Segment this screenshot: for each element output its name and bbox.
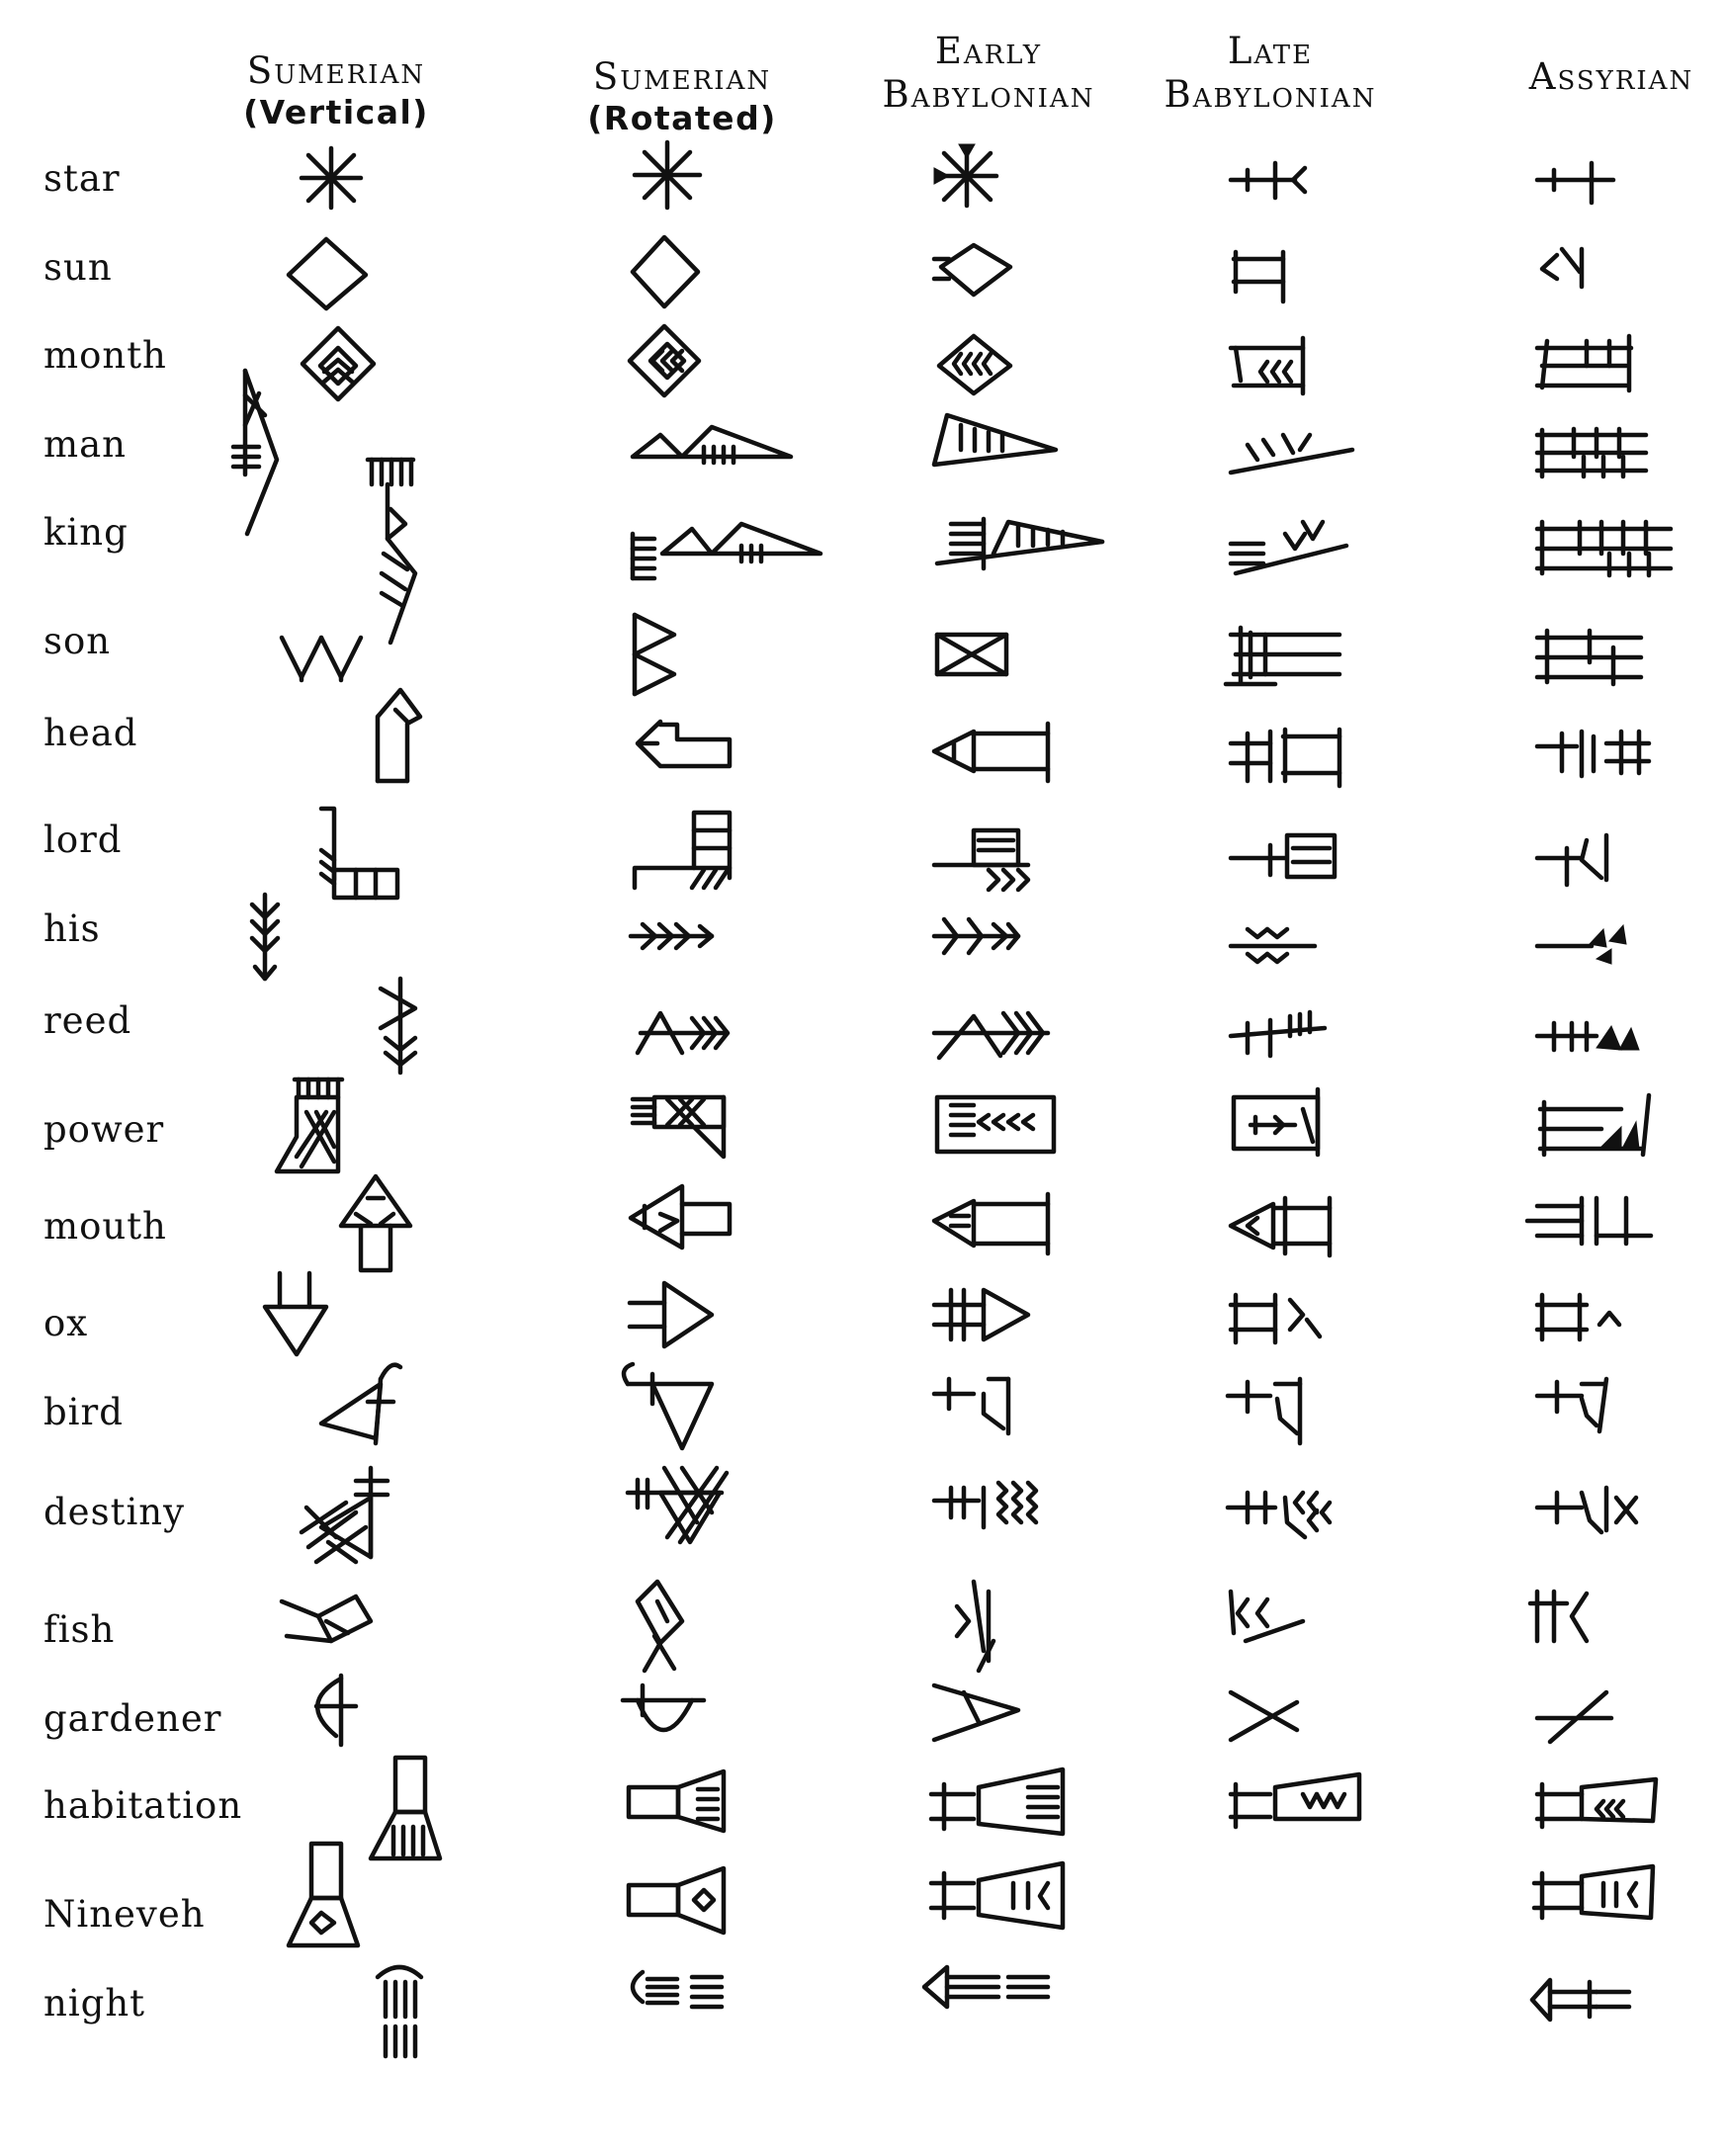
sign-son-sumerian-rotated: [635, 615, 674, 694]
sign-star-sumerian-vertical: [302, 148, 361, 208]
sign-reed-late-babylonian: [1231, 1012, 1325, 1056]
row-label-mouth: mouth: [43, 1205, 167, 1248]
sign-mouth-assyrian: [1527, 1198, 1651, 1244]
sign-habitation-early-babylonian: [931, 1769, 1063, 1834]
sign-month-sumerian-vertical: [302, 328, 374, 399]
sign-reed-early-babylonian: [934, 1013, 1048, 1058]
row-label-night: night: [43, 1982, 146, 2025]
sign-gardener-assyrian: [1537, 1692, 1611, 1742]
sign-star-late-babylonian: [1231, 163, 1305, 198]
sign-sun-late-babylonian: [1234, 252, 1283, 302]
column-subtitle: Babylonian: [882, 73, 1095, 117]
sign-head-sumerian-vertical: [378, 690, 420, 781]
column-title: Assyrian: [1528, 55, 1694, 98]
sign-reed-assyrian: [1537, 1023, 1597, 1050]
column-title: Early: [934, 30, 1043, 72]
sign-sun-assyrian: [1542, 249, 1582, 287]
row-label-his: his: [43, 907, 101, 950]
sign-his-late-babylonian: [1231, 929, 1315, 962]
sign-lord-sumerian-vertical: [321, 809, 397, 898]
sign-habitation-assyrian: [1537, 1779, 1656, 1827]
sign-king-assyrian: [1537, 522, 1671, 575]
sign-his-assyrian-wedges: [1590, 925, 1626, 964]
row-label-lord: lord: [43, 819, 123, 861]
row-label-man: man: [43, 423, 127, 466]
sign-gardener-late-babylonian: [1231, 1692, 1297, 1740]
row-label-reed: reed: [43, 999, 132, 1042]
sign-nineveh-sumerian-vertical: [289, 1844, 358, 1945]
column-title: Late: [1227, 30, 1314, 72]
row-label-habitation: habitation: [43, 1784, 243, 1827]
sign-destiny-sumerian-rotated: [628, 1468, 727, 1542]
sign-reed-sumerian-vertical: [381, 979, 415, 1073]
sign-fish-late-babylonian: [1231, 1592, 1303, 1641]
row-label-sun: sun: [43, 246, 113, 289]
sign-nineveh-early-babylonian: [931, 1863, 1063, 1928]
sign-ox-assyrian: [1537, 1295, 1619, 1339]
sign-fish-assyrian: [1530, 1592, 1587, 1641]
sign-head-late-babylonian: [1231, 730, 1339, 786]
row-label-nineveh: Nineveh: [43, 1893, 206, 1936]
row-label-power: power: [43, 1108, 165, 1151]
sign-destiny-late-babylonian: [1228, 1493, 1330, 1537]
sign-lord-early-babylonian: [934, 830, 1028, 890]
sign-month-assyrian: [1537, 336, 1631, 390]
row-label-star: star: [43, 157, 121, 200]
sign-nineveh-assyrian: [1534, 1866, 1653, 1918]
sign-star-sumerian-rotated: [635, 142, 700, 208]
sign-man-sumerian-vertical: [233, 371, 277, 534]
row-label-month: month: [43, 334, 167, 377]
sign-ox-sumerian-vertical: [265, 1273, 326, 1354]
sign-power-sumerian-rotated: [633, 1097, 724, 1157]
row-label-head: head: [43, 712, 138, 754]
sign-power-late-babylonian: [1234, 1089, 1318, 1155]
sign-king-sumerian-rotated: [633, 524, 820, 578]
sign-man-sumerian-rotated: [633, 427, 791, 463]
sign-ox-late-babylonian: [1231, 1295, 1320, 1342]
sign-man-assyrian: [1537, 429, 1646, 476]
row-label-ox: ox: [43, 1302, 89, 1344]
column-subtitle: (Rotated): [587, 99, 777, 138]
row-label-son: son: [43, 620, 112, 662]
sign-bird-late-babylonian: [1228, 1379, 1300, 1443]
sign-ox-sumerian-rotated: [630, 1283, 712, 1346]
sign-lord-sumerian-rotated: [635, 813, 730, 888]
sign-power-sumerian-vertical: [277, 1079, 342, 1171]
column-subtitle: (Vertical): [243, 93, 429, 132]
sign-head-early-babylonian: [934, 724, 1048, 781]
sign-fish-early-babylonian: [957, 1582, 993, 1671]
sign-his-sumerian-rotated: [631, 924, 712, 948]
sign-man-late-babylonian: [1231, 435, 1352, 473]
sign-mouth-early-babylonian: [934, 1194, 1048, 1253]
sign-fish-sumerian-vertical: [282, 1596, 371, 1641]
sign-habitation-sumerian-vertical: [371, 1758, 440, 1858]
sign-bird-sumerian-vertical: [321, 1365, 400, 1443]
row-label-bird: bird: [43, 1391, 124, 1433]
sign-month-late-babylonian: [1231, 338, 1303, 393]
sign-gardener-early-babylonian: [934, 1685, 1018, 1740]
sign-sun-sumerian-vertical: [289, 239, 366, 308]
sign-head-sumerian-rotated: [638, 722, 730, 766]
sign-star-assyrian: [1537, 163, 1613, 203]
sign-king-late-babylonian: [1231, 522, 1346, 573]
sign-reed-assyrian-wedges: [1597, 1026, 1639, 1050]
sign-reed-sumerian-rotated: [638, 1013, 728, 1053]
sign-son-early-babylonian: [937, 635, 1006, 674]
sign-destiny-early-babylonian: [934, 1483, 1036, 1527]
sign-son-assyrian: [1537, 631, 1641, 684]
sign-fish-sumerian-rotated: [638, 1582, 682, 1671]
sign-nineveh-sumerian-rotated: [629, 1868, 724, 1933]
sign-night-sumerian-rotated: [633, 1972, 722, 2007]
column-title: Sumerian: [246, 49, 426, 92]
sign-gardener-sumerian-vertical: [316, 1676, 356, 1745]
sign-night-early-babylonian: [924, 1967, 1048, 2007]
sign-night-sumerian-vertical: [378, 1967, 421, 2056]
sign-son-late-babylonian: [1226, 628, 1339, 684]
sign-lord-assyrian: [1537, 835, 1606, 885]
sign-sun-early-babylonian: [934, 245, 1010, 295]
sign-head-assyrian: [1537, 732, 1649, 776]
sign-lord-late-babylonian: [1231, 835, 1335, 877]
column-subtitle: Babylonian: [1164, 73, 1377, 117]
sign-mouth-late-babylonian: [1231, 1198, 1330, 1255]
sign-son-sumerian-vertical: [282, 638, 361, 680]
sign-mouth-sumerian-rotated: [631, 1186, 730, 1248]
column-title: Sumerian: [592, 55, 772, 98]
sign-bird-early-babylonian: [934, 1379, 1008, 1433]
sign-gardener-sumerian-rotated: [623, 1685, 704, 1730]
sign-night-assyrian: [1532, 1980, 1629, 2020]
row-label-fish: fish: [43, 1608, 116, 1651]
sign-his-early-babylonian: [934, 919, 1018, 953]
row-label-king: king: [43, 511, 129, 554]
sign-month-sumerian-rotated: [630, 326, 699, 395]
sign-destiny-sumerian-vertical: [302, 1468, 388, 1562]
sign-king-early-babylonian: [937, 519, 1102, 568]
sign-sun-sumerian-rotated: [633, 237, 698, 306]
sign-destiny-assyrian: [1537, 1488, 1636, 1532]
sign-power-assyrian-wedges: [1601, 1122, 1639, 1149]
row-label-gardener: gardener: [43, 1697, 222, 1740]
sign-habitation-sumerian-rotated: [629, 1771, 724, 1831]
sign-bird-assyrian: [1537, 1379, 1606, 1431]
sign-ox-early-babylonian: [934, 1290, 1028, 1339]
sign-his-sumerian-vertical: [252, 895, 278, 979]
sign-man-early-babylonian: [934, 415, 1056, 465]
row-label-destiny: destiny: [43, 1491, 186, 1533]
sign-habitation-late-babylonian: [1231, 1774, 1359, 1827]
sign-mouth-sumerian-vertical: [341, 1176, 410, 1270]
sign-king-sumerian-vertical: [368, 460, 415, 643]
sign-bird-sumerian-rotated: [624, 1364, 712, 1448]
sign-power-early-babylonian: [937, 1097, 1054, 1152]
sign-month-early-babylonian: [939, 336, 1010, 393]
